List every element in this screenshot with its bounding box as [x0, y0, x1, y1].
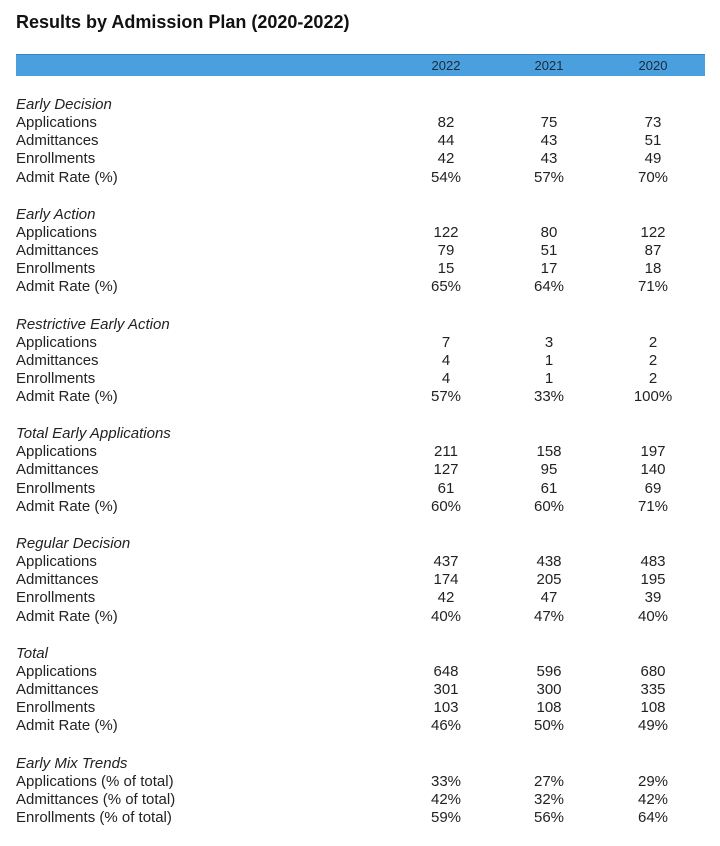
value-cell-2020: 40% — [637, 607, 669, 625]
row-label: Enrollments — [16, 699, 96, 717]
table-row — [16, 260, 705, 278]
value-cell-2022: 57% — [430, 388, 462, 406]
value-cell-2020: 2 — [648, 333, 658, 351]
row-label: Admittances — [16, 132, 99, 150]
value-cell-2021: 61 — [540, 479, 558, 497]
value-cell-2022: 122 — [433, 223, 459, 241]
value-cell-2021: 43 — [540, 150, 558, 168]
table-row — [16, 773, 705, 791]
value-cell-2021: 57% — [533, 168, 565, 186]
value-cell-2021: 300 — [536, 680, 562, 698]
value-cell-2020: 483 — [640, 553, 666, 570]
section-title: Restrictive Early Action — [16, 315, 170, 333]
table-row — [16, 498, 705, 516]
value-cell-2020: 108 — [640, 699, 666, 717]
table-row — [16, 589, 705, 607]
row-label: Admittances — [16, 571, 99, 589]
table-row — [16, 132, 705, 150]
value-cell-2020: 197 — [640, 443, 666, 461]
value-cell-2022: 82 — [437, 114, 455, 131]
section-title: Regular Decision — [16, 535, 131, 552]
value-cell-2021: 80 — [540, 223, 558, 241]
value-cell-2021: 3 — [544, 333, 554, 351]
value-cell-2022: 4 — [441, 351, 451, 369]
plan-section — [16, 316, 705, 407]
row-label: Applications — [16, 333, 97, 351]
year-header-2021: 2021 — [534, 58, 564, 73]
value-cell-2021: 64% — [533, 278, 565, 296]
value-cell-2020: 100% — [633, 388, 673, 406]
table-row — [16, 388, 705, 406]
plan-section — [16, 206, 705, 297]
row-label: Admittances — [16, 461, 99, 479]
row-label: Admit Rate (%) — [16, 388, 118, 406]
value-cell-2021: 1 — [544, 351, 554, 369]
year-header-bar — [16, 54, 705, 76]
page-title: Results by Admission Plan (2020-2022) — [16, 12, 350, 32]
value-cell-2020: 64% — [637, 808, 669, 826]
row-label: Applications (% of total) — [16, 772, 174, 790]
table-row — [16, 150, 705, 168]
row-label: Admit Rate (%) — [16, 607, 118, 625]
table-row — [16, 461, 705, 479]
table-row — [16, 224, 705, 242]
year-header-2022: 2022 — [431, 58, 461, 73]
value-cell-2021: 438 — [536, 553, 562, 570]
value-cell-2020: 69 — [644, 479, 662, 497]
value-cell-2021: 47 — [540, 589, 558, 607]
value-cell-2022: 42 — [437, 589, 455, 607]
row-label: Enrollments — [16, 479, 96, 497]
value-cell-2022: 79 — [437, 241, 455, 259]
value-cell-2020: 122 — [640, 223, 666, 241]
value-cell-2022: 40% — [430, 607, 462, 625]
value-cell-2020: 2 — [648, 351, 658, 369]
row-label: Admit Rate (%) — [16, 497, 118, 515]
value-cell-2020: 49 — [644, 150, 662, 168]
value-cell-2022: 65% — [430, 278, 462, 296]
row-label: Admittances — [16, 241, 99, 259]
value-cell-2021: 50% — [533, 717, 565, 735]
row-label: Admittances (% of total) — [16, 790, 176, 808]
section-title: Total Early Applications — [16, 425, 171, 443]
value-cell-2021: 60% — [533, 497, 565, 515]
value-cell-2020: 71% — [637, 278, 669, 296]
value-cell-2021: 43 — [540, 132, 558, 150]
value-cell-2022: 437 — [433, 553, 459, 570]
value-cell-2021: 47% — [533, 607, 565, 625]
value-cell-2022: 42 — [437, 150, 455, 168]
plan-section — [16, 645, 705, 736]
table-row — [16, 169, 705, 187]
value-cell-2020: 195 — [640, 571, 666, 589]
table-row — [16, 681, 705, 699]
table-row — [16, 571, 705, 589]
table-row — [16, 480, 705, 498]
value-cell-2021: 17 — [540, 260, 558, 278]
table-row — [16, 791, 705, 809]
table-row — [16, 608, 705, 626]
value-cell-2022: 61 — [437, 479, 455, 497]
value-cell-2020: 51 — [644, 132, 662, 150]
table-row — [16, 553, 705, 571]
row-label: Admit Rate (%) — [16, 717, 118, 735]
row-label: Admit Rate (%) — [16, 168, 118, 186]
table-row — [16, 278, 705, 296]
value-cell-2022: 211 — [434, 443, 458, 461]
value-cell-2020: 73 — [644, 114, 662, 131]
value-cell-2020: 70% — [637, 168, 669, 186]
row-label: Enrollments — [16, 369, 96, 387]
value-cell-2022: 60% — [430, 497, 462, 515]
value-cell-2022: 7 — [441, 333, 451, 351]
section-title: Early Mix Trends — [16, 754, 128, 772]
value-cell-2022: 127 — [433, 461, 459, 479]
table-row — [16, 114, 705, 132]
table-row — [16, 663, 705, 681]
value-cell-2020: 87 — [644, 241, 662, 259]
row-label: Applications — [16, 553, 97, 570]
value-cell-2022: 103 — [433, 699, 459, 717]
row-label: Admittances — [16, 351, 99, 369]
value-cell-2020: 18 — [644, 260, 662, 278]
value-cell-2022: 15 — [437, 260, 455, 278]
value-cell-2021: 32% — [533, 790, 565, 808]
value-cell-2020: 680 — [640, 662, 666, 680]
value-cell-2022: 33% — [430, 772, 462, 790]
plan-section — [16, 755, 705, 828]
value-cell-2022: 4 — [441, 369, 451, 387]
value-cell-2021: 75 — [540, 114, 558, 131]
table-row — [16, 443, 705, 461]
value-cell-2020: 42% — [637, 790, 669, 808]
year-header-2020: 2020 — [638, 58, 668, 73]
value-cell-2021: 27% — [533, 772, 565, 790]
value-cell-2022: 54% — [430, 168, 462, 186]
value-cell-2022: 42% — [430, 790, 462, 808]
row-label: Admit Rate (%) — [16, 278, 118, 296]
table-row — [16, 242, 705, 260]
value-cell-2022: 648 — [433, 662, 459, 680]
row-label: Applications — [16, 443, 97, 461]
row-label: Applications — [16, 114, 97, 131]
value-cell-2020: 140 — [640, 461, 666, 479]
plan-section — [16, 425, 705, 516]
value-cell-2022: 301 — [433, 680, 459, 698]
value-cell-2021: 158 — [536, 443, 562, 461]
row-label: Enrollments (% of total) — [16, 808, 172, 826]
table-row — [16, 717, 705, 735]
value-cell-2020: 39 — [644, 589, 662, 607]
section-title: Early Action — [16, 205, 96, 223]
section-title: Total — [16, 644, 48, 662]
plan-section — [16, 96, 705, 187]
value-cell-2020: 2 — [648, 369, 658, 387]
value-cell-2021: 205 — [536, 571, 562, 589]
row-label: Applications — [16, 662, 97, 680]
row-label: Admittances — [16, 680, 99, 698]
value-cell-2020: 49% — [637, 717, 669, 735]
table-row — [16, 699, 705, 717]
value-cell-2020: 71% — [637, 497, 669, 515]
row-label: Enrollments — [16, 260, 96, 278]
section-title: Early Decision — [16, 96, 112, 113]
value-cell-2021: 51 — [540, 241, 558, 259]
value-cell-2021: 1 — [544, 369, 554, 387]
value-cell-2022: 59% — [430, 808, 462, 826]
value-cell-2022: 174 — [433, 571, 459, 589]
row-label: Enrollments — [16, 589, 96, 607]
results-sections — [16, 96, 705, 846]
value-cell-2021: 596 — [536, 662, 562, 680]
value-cell-2020: 29% — [637, 772, 669, 790]
table-row — [16, 352, 705, 370]
row-label: Applications — [16, 223, 97, 241]
value-cell-2021: 33% — [533, 388, 565, 406]
row-label: Enrollments — [16, 150, 96, 168]
value-cell-2022: 46% — [430, 717, 462, 735]
table-row — [16, 370, 705, 388]
value-cell-2020: 335 — [640, 680, 666, 698]
value-cell-2021: 95 — [540, 461, 558, 479]
table-row — [16, 334, 705, 352]
table-row — [16, 809, 705, 827]
value-cell-2022: 44 — [437, 132, 455, 150]
value-cell-2021: 108 — [536, 699, 562, 717]
value-cell-2021: 56% — [533, 808, 565, 826]
plan-section — [16, 535, 705, 626]
